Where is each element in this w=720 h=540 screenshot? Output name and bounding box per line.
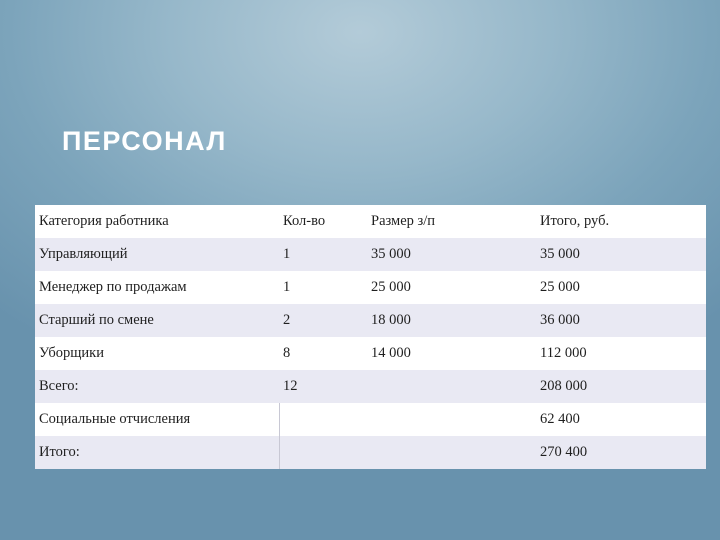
table-cell: Уборщики: [35, 337, 279, 370]
table-row: [35, 271, 706, 304]
table-cell: 270 400: [536, 436, 706, 469]
summary-row: [35, 436, 706, 469]
table-cell: 1: [279, 271, 367, 304]
header-salary: Размер з/п: [367, 205, 536, 238]
table-cell: 35 000: [367, 238, 536, 271]
table-row: [35, 304, 706, 337]
header-category: Категория работника: [35, 205, 279, 238]
table-cell: 12: [279, 370, 367, 403]
staff-table: [35, 205, 707, 469]
table-cell: 25 000: [536, 271, 706, 304]
table-cell: Социальные отчисления: [35, 403, 279, 436]
table-cell: Итого:: [35, 436, 279, 469]
table-row: [35, 337, 706, 370]
table-cell: [279, 403, 367, 436]
table-cell: [367, 403, 536, 436]
table-cell: 1: [279, 238, 367, 271]
header-total: Итого, руб.: [536, 205, 706, 238]
table-cell: Старший по смене: [35, 304, 279, 337]
table-cell: [279, 436, 367, 469]
table-cell: Управляющий: [35, 238, 279, 271]
table-cell: Менеджер по продажам: [35, 271, 279, 304]
table-cell: 35 000: [536, 238, 706, 271]
table-cell: 8: [279, 337, 367, 370]
table-cell: 36 000: [536, 304, 706, 337]
table-cell: [367, 370, 536, 403]
page-title: ПЕРСОНАЛ: [62, 126, 227, 156]
summary-row: [35, 403, 706, 436]
table-cell: 62 400: [536, 403, 706, 436]
table-row: [35, 238, 706, 271]
header-count: Кол-во: [279, 205, 367, 238]
table-cell: 208 000: [536, 370, 706, 403]
table-header-row: [35, 205, 706, 238]
table-cell: [367, 436, 536, 469]
table-cell: 14 000: [367, 337, 536, 370]
table-row: [35, 370, 706, 403]
table-cell: Всего:: [35, 370, 279, 403]
table-cell: 112 000: [536, 337, 706, 370]
table-cell: 18 000: [367, 304, 536, 337]
table-cell: 2: [279, 304, 367, 337]
table-cell: 25 000: [367, 271, 536, 304]
